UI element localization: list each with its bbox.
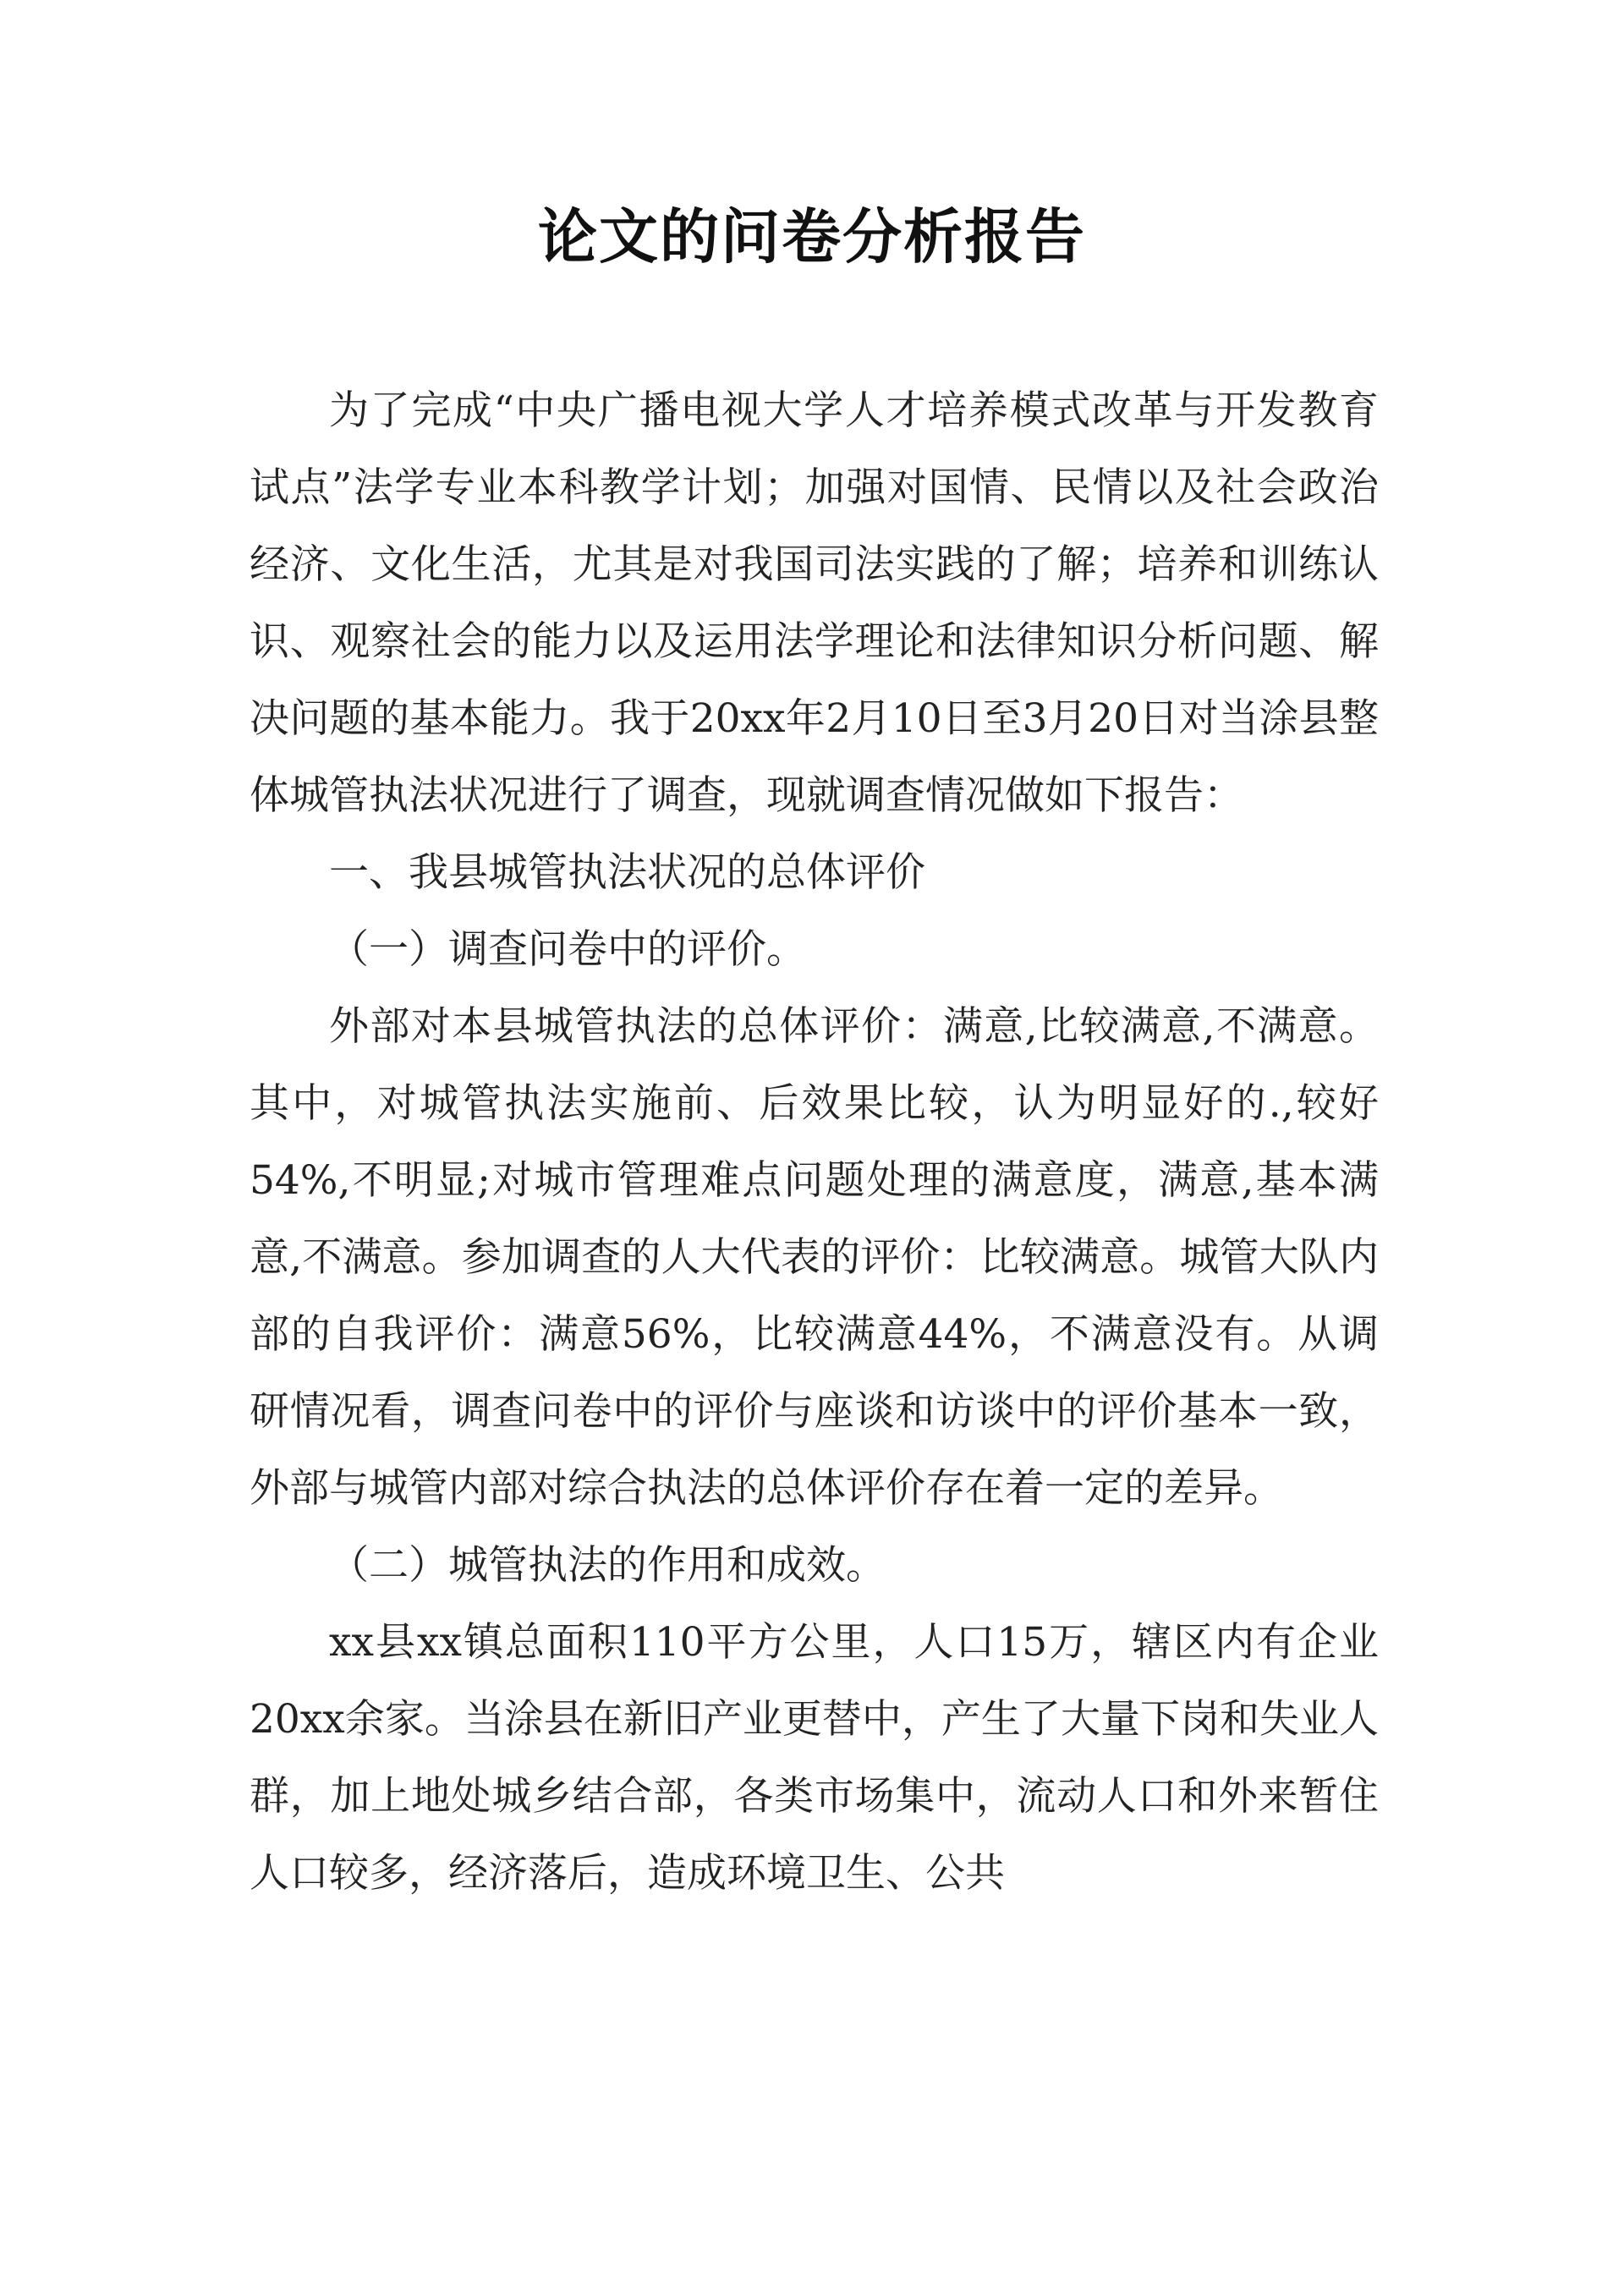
subsection-heading-1: （一）调查问卷中的评价。 [329,926,806,973]
section-heading-1: 一、我县城管执法状况的总体评价 [329,849,925,896]
background-paragraph: xx县xx镇总面积110平方公里，人口15万，辖区内有企业20xx余家。当涂县在新旧产业更替中，产生了大量下岗和失业人群，加上地处城乡结合部，各类市场集中，流动人口和外来暂住人口较多，经济落后，造成环境卫生、公共 [250,1619,1379,1897]
intro-paragraph: 为了完成“中央广播电视大学人才培养模式改革与开发教育试点”法学专业本科教学计划；加强对国情、民情以及社会政治经济、文化生活，尤其是对我国司法实践的了解；培养和训练认识、观察社会的能力以及运用法学理论和法律知识分析问题、解决问题的基本能力。我于20xx年2月10日至3月20日对当涂县整体城管执法状况进行了调查，现就调查情况做如下报告： [250,387,1379,819]
document-title: 论文的问卷分析报告 [538,202,1086,272]
document-body [250,372,1379,1912]
evaluation-paragraph: 外部对本县城管执法的总体评价：满意,比较满意,不满意。其中，对城管执法实施前、后效果比较，认为明显好的.,较好54%,不明显;对城市管理难点问题处理的满意度，满意,基本满意,不满意。参加调查的人大代表的评价：比较满意。城管大队内部的自我评价：满意56%，比较满意44%，不满意没有。从调研情况看，调查问卷中的评价与座谈和访谈中的评价基本一致，外部与城管内部对综合执法的总体评价存在着一定的差异。 [250,1003,1379,1512]
subsection-heading-2: （二）城管执法的作用和成效。 [329,1542,886,1589]
